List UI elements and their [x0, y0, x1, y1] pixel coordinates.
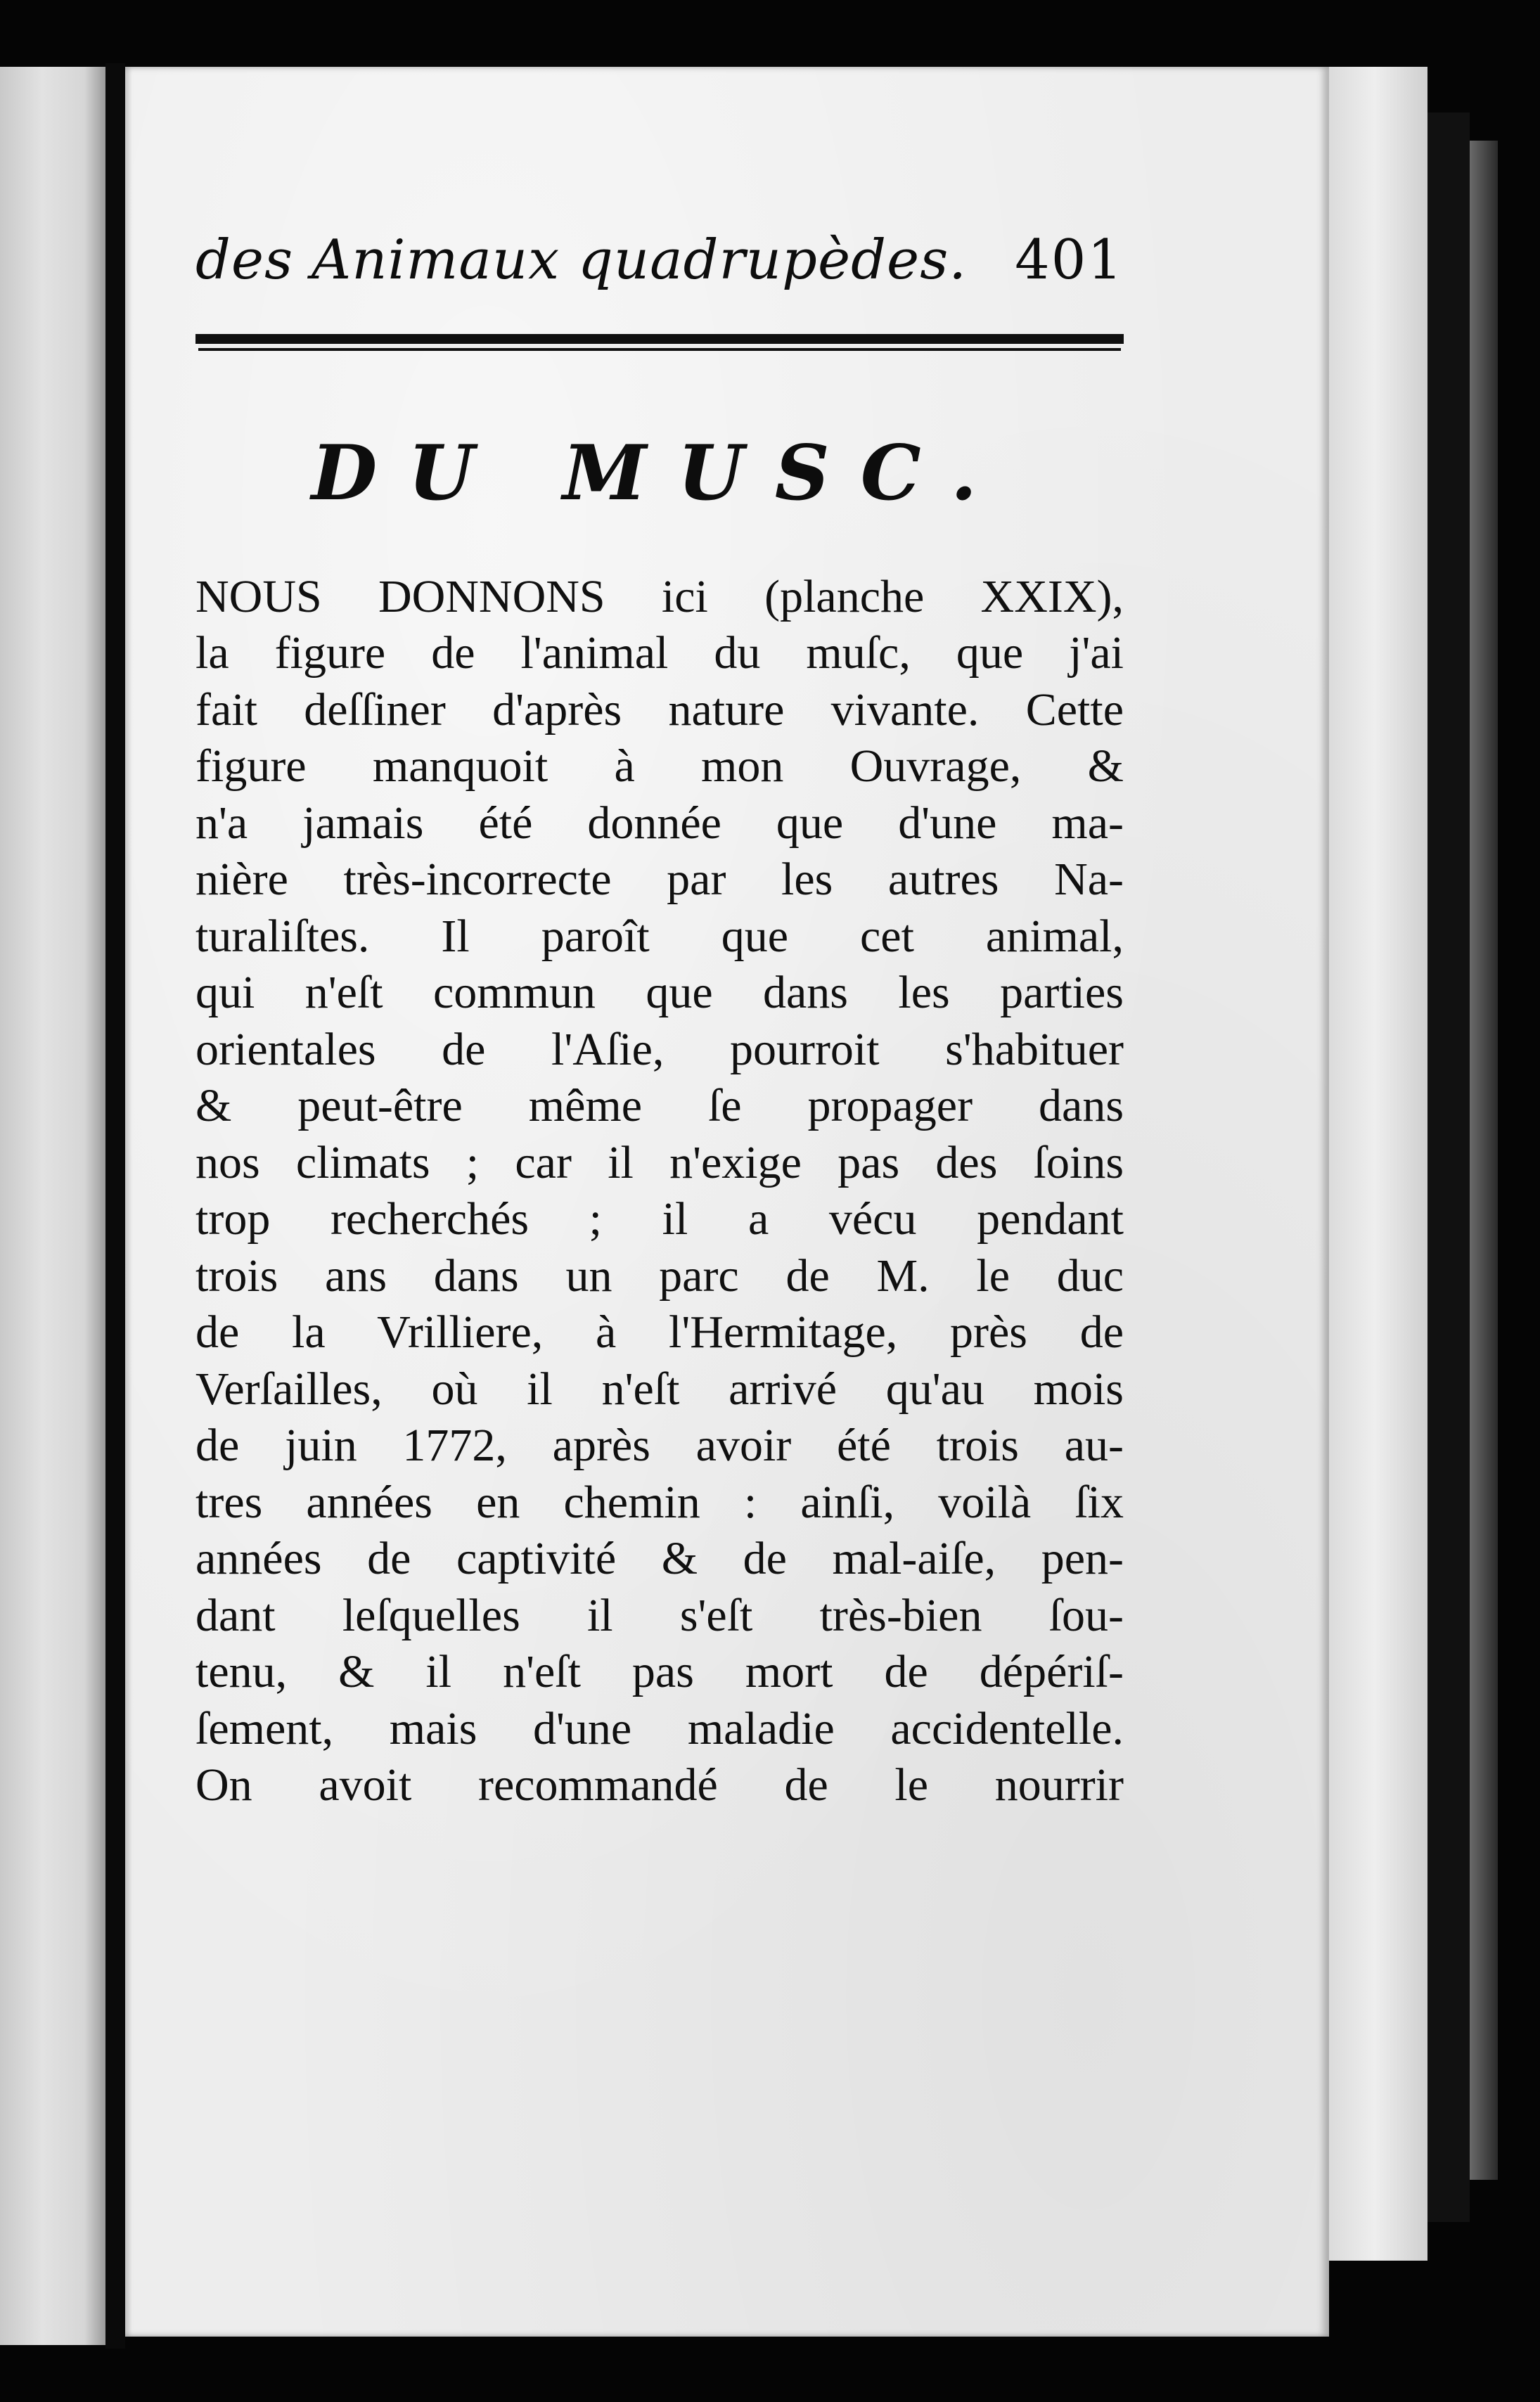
- text-line: n'a jamais été donnée que d'une ma-: [195, 797, 1124, 849]
- text-line: turaliſtes. Il paroît que cet animal,: [195, 910, 1124, 962]
- text-line: Verſailles, où il n'eſt arrivé qu'au mois: [195, 1363, 1124, 1415]
- text-line: trois ans dans un parc de M. le duc: [195, 1250, 1124, 1302]
- page-content: [195, 229, 1124, 1814]
- previous-page-edge: [0, 67, 105, 2345]
- text-line: figure manquoit à mon Ouvrage, &: [195, 740, 1124, 792]
- text-line: On avoit recommandé de le nourrir: [195, 1759, 1124, 1811]
- text-line: fait deſſiner d'après nature vivante. Cette: [195, 683, 1124, 736]
- running-head: [195, 229, 1124, 320]
- book-page: [125, 67, 1329, 2337]
- binding-shadow: [1427, 113, 1470, 2222]
- text-line: dant leſquelles il s'eſt très-bien ſou-: [195, 1589, 1124, 1641]
- book-cover-edge: [1470, 141, 1498, 2180]
- text-line: qui n'eſt commun que dans les parties: [195, 967, 1124, 1019]
- text-line: nos climats ; car il n'exige pas des ſoins: [195, 1136, 1124, 1188]
- text-line: orientales de l'Aſie, pourroit s'habituer: [195, 1023, 1124, 1075]
- text-line: trop recherchés ; il a vécu pendant: [195, 1193, 1124, 1245]
- text-line: ſement, mais d'une maladie accidentelle.: [195, 1702, 1124, 1754]
- text-line: de juin 1772, après avoir été trois au-: [195, 1420, 1124, 1472]
- text-line: & peut-être même ſe propager dans: [195, 1080, 1124, 1132]
- text-line: nière très-incorrecte par les autres Na-: [195, 854, 1124, 906]
- running-title: des Animaux quadrupèdes.: [195, 229, 968, 292]
- page-number: 401: [1015, 229, 1124, 292]
- text-line: de la Vrilliere, à l'Hermitage, près de: [195, 1306, 1124, 1359]
- text-line: NOUS DONNONS ici (planche XXIX),: [195, 570, 1124, 622]
- header-rule: [195, 334, 1124, 344]
- text-line: tres années en chemin : ainſi, voilà ſix: [195, 1476, 1124, 1528]
- text-line: tenu, & il n'eſt pas mort de dépériſ-: [195, 1646, 1124, 1698]
- gutter-shadow: [105, 63, 125, 2349]
- text-line: années de captivité & de mal-aiſe, pen-: [195, 1533, 1124, 1585]
- body-text: [195, 569, 1124, 1814]
- section-title: DU MUSC.: [311, 429, 1008, 518]
- page-stack-edge: [1322, 67, 1427, 2261]
- text-line: la figure de l'animal du muſc, que j'ai: [195, 627, 1124, 679]
